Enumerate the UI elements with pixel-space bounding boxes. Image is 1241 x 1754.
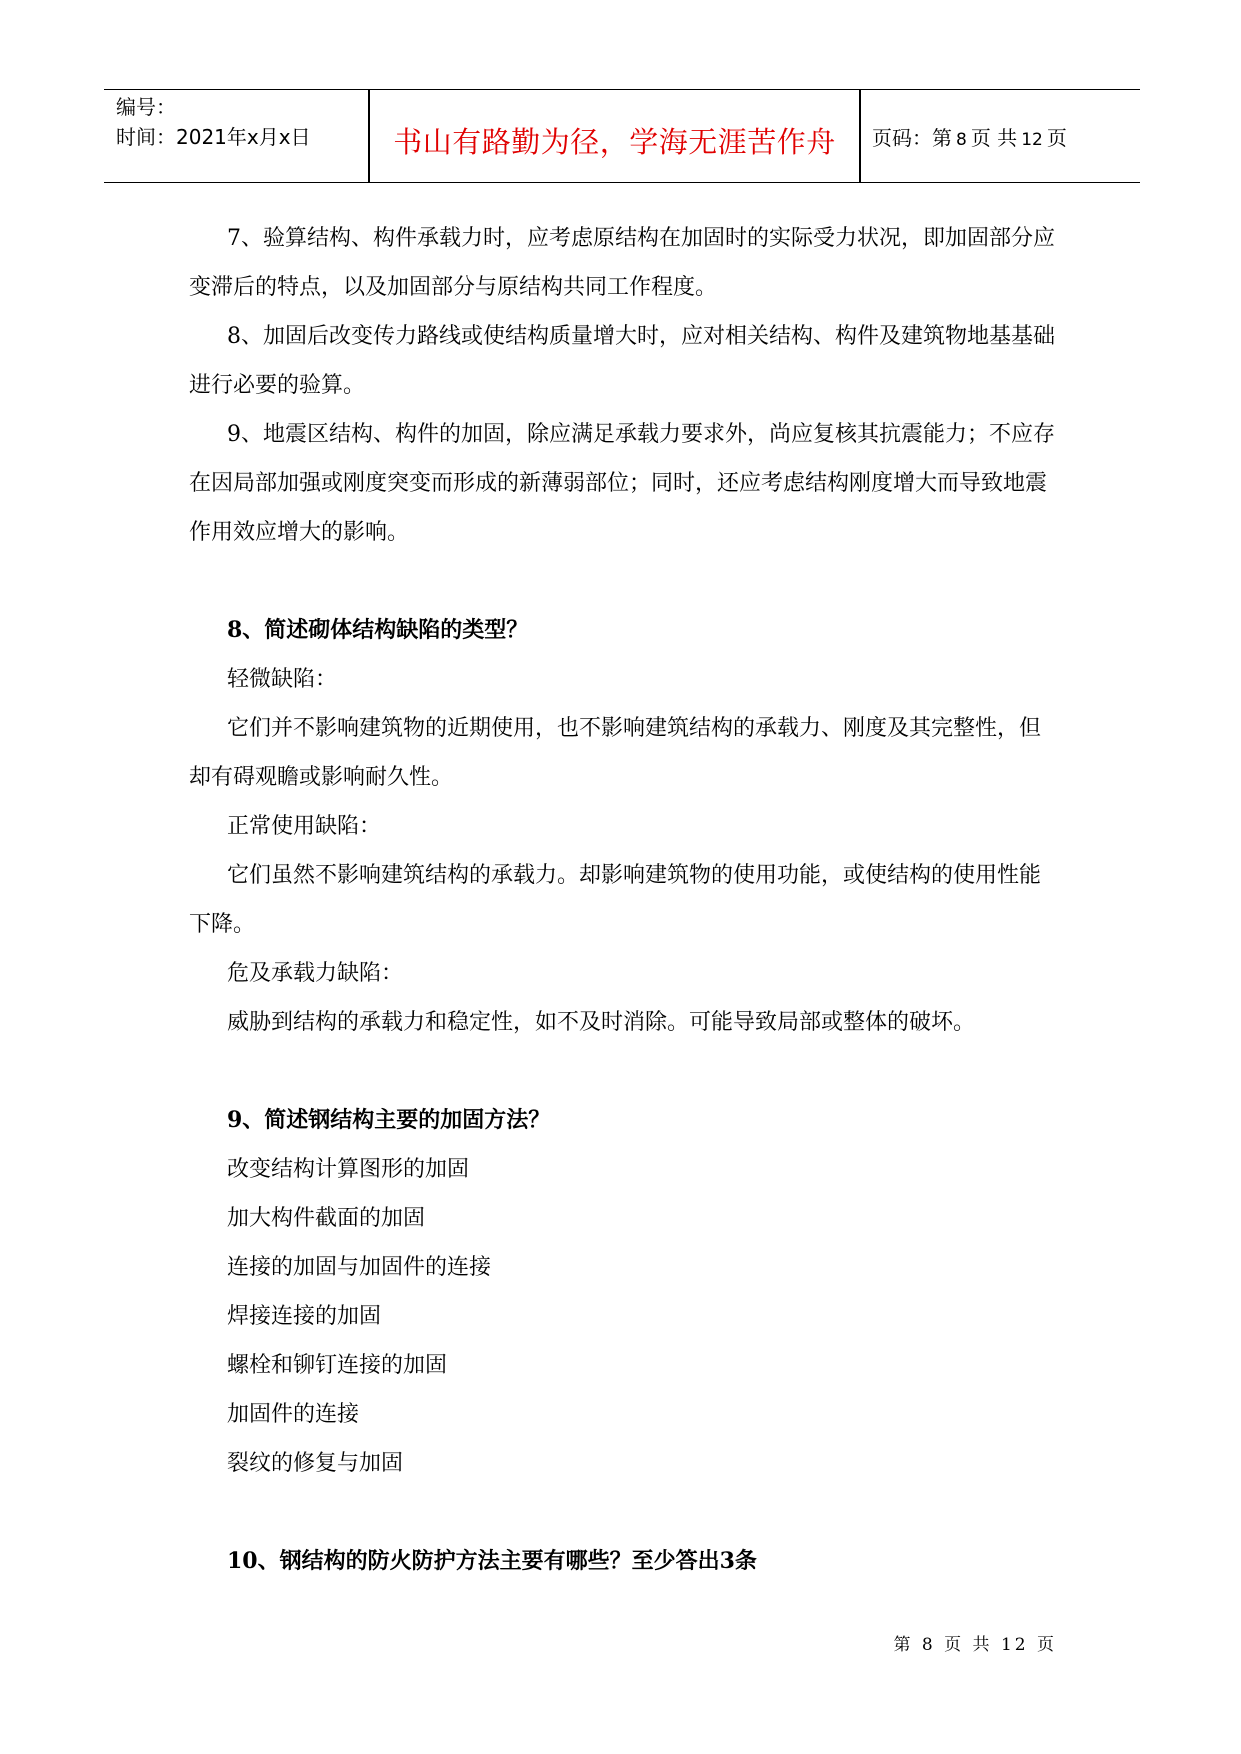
paragraph-8: 8、加固后改变传力路线或使结构质量增大时，应对相关结构、构件及建筑物地基基础进行必要的验算。 [189,324,1055,398]
page-header [104,89,1140,183]
defect-desc: 它们并不影响建筑物的近期使用，也不影响建筑结构的承载力、刚度及其完整性，但却有碍观瞻或影响耐久性。 [189,716,1042,790]
paragraph-7: 7、验算结构、构件承载力时，应考虑原结构在加固时的实际受力状况，即加固部分应变滞后的特点，以及加固部分与原结构共同工作程度。 [189,226,1055,300]
defect-label: 正常使用缺陷： [227,814,382,839]
paragraph-9: 9、地震区结构、构件的加固，除应满足承载力要求外，尚应复核其抗震能力；不应存在因局部加强或刚度突变而形成的新薄弱部位；同时，还应考虑结构刚度增大而导致地震作用效应增大的影响。 [189,422,1055,545]
defect-desc: 它们虽然不影响建筑结构的承载力。却影响建筑物的使用功能，或使结构的使用性能下降。 [189,863,1042,937]
question-9-title: 9、简述钢结构主要的加固方法？ [227,1107,551,1133]
page-current: 8 [956,130,967,150]
defect-label: 危及承载力缺陷： [227,961,404,986]
time-label: 时间：2021年x月x日 [116,125,311,149]
defect-label: 轻微缺陷： [227,667,338,692]
defect-desc: 威胁到结构的承载力和稳定性，如不及时消除。可能导致局部或整体的破坏。 [227,1010,976,1035]
question-8-title: 8、简述砌体结构缺陷的类型？ [227,617,529,643]
method-item: 加大构件截面的加固 [227,1206,426,1231]
header-meta [116,92,366,152]
method-item: 裂纹的修复与加固 [227,1451,404,1476]
page-prefix: 页码：第 [872,126,952,150]
number-label: 编号： [116,95,176,119]
header-page-number [872,122,1067,151]
page-mid: 页 共 [970,126,1018,150]
page-suffix: 页 [1046,126,1067,150]
method-item: 连接的加固与加固件的连接 [227,1255,492,1280]
document-body [189,214,1059,1586]
question-10-title: 10、钢结构的防火防护方法主要有哪些？至少答出3条 [227,1548,757,1574]
method-item: 焊接连接的加固 [227,1304,382,1329]
header-divider [859,90,861,182]
method-item: 改变结构计算图形的加固 [227,1157,470,1182]
page-footer: 第 8 页 共 12 页 [893,1635,1057,1655]
method-item: 加固件的连接 [227,1402,360,1427]
page-total: 12 [1021,130,1043,150]
header-motto: 书山有路勤为径，学海无涯苦作舟 [393,125,836,159]
method-item: 螺栓和铆钉连接的加固 [227,1353,448,1378]
